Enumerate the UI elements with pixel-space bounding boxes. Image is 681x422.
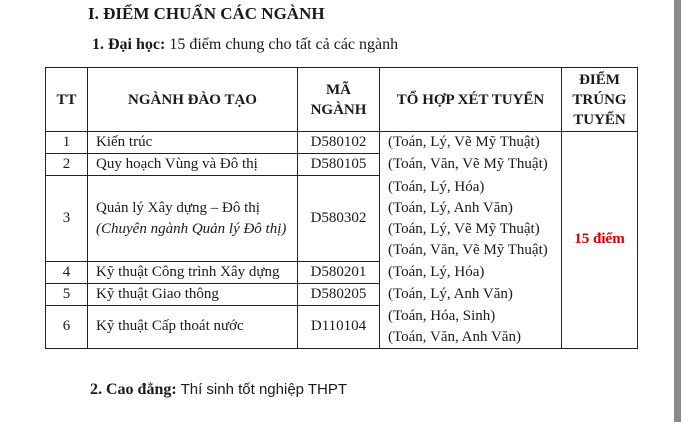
row-code: D580302 xyxy=(298,176,380,262)
row-code: D580102 xyxy=(298,132,380,154)
row-tt: 2 xyxy=(46,154,88,176)
row-name: Kỹ thuật Công trình Xây dựng xyxy=(88,262,298,284)
row-name: Kỹ thuật Giao thông xyxy=(88,284,298,306)
row-combo xyxy=(380,176,562,262)
section-2-heading xyxy=(90,381,347,399)
row-tt: 5 xyxy=(46,284,88,306)
row-tt: 4 xyxy=(46,262,88,284)
combo-line: (Toán, Lý, Hóa) xyxy=(388,264,485,280)
page-title: I. ĐIỂM CHUẨN CÁC NGÀNH xyxy=(88,4,325,23)
table-row xyxy=(46,284,638,306)
section-1-label: 1. Đại học: xyxy=(92,36,166,53)
row-tt: 1 xyxy=(46,132,88,154)
combo-line: (Toán, Văn, Anh Văn) xyxy=(388,328,521,345)
row-tt: 3 xyxy=(46,176,88,262)
row-name: Kỹ thuật Cấp thoát nước xyxy=(88,306,298,349)
row-code: D580205 xyxy=(298,284,380,306)
combo-line: (Toán, Lý, Anh Văn) xyxy=(388,199,513,216)
row-tt: 6 xyxy=(46,306,88,349)
row-code: D110104 xyxy=(298,306,380,349)
combo-line: (Toán, Hóa, Sinh) xyxy=(388,307,496,324)
row-name: Quản lý Xây dựng – Đô thị xyxy=(96,199,260,216)
table-row xyxy=(46,176,638,262)
table-row xyxy=(46,306,638,349)
section-2-label: 2. Cao đẳng: xyxy=(90,381,177,398)
combo-line: (Toán, Văn, Vẽ Mỹ Thuật) xyxy=(388,241,548,258)
section-1-text: 15 điểm chung cho tất cả các ngành xyxy=(165,36,399,53)
header-diem xyxy=(562,68,638,132)
row-combo xyxy=(380,262,562,284)
table-row xyxy=(46,132,638,154)
combo-line: (Toán, Lý, Anh Văn) xyxy=(388,286,513,302)
admission-table xyxy=(45,67,638,349)
header-tt: TT xyxy=(46,68,88,132)
score-cell: 15 điểm xyxy=(562,132,638,349)
row-name: Quy hoạch Vùng và Đô thị xyxy=(88,154,298,176)
table-row xyxy=(46,154,638,176)
table-row xyxy=(46,262,638,284)
table-header-row xyxy=(46,68,638,132)
combo-line: (Toán, Lý, Hóa) xyxy=(388,178,485,195)
header-to-hop: TỔ HỢP XÉT TUYỂN xyxy=(380,68,562,132)
row-combo xyxy=(380,132,562,154)
section-2-text: Thí sinh tốt nghiệp THPT xyxy=(176,381,348,398)
row-name-sub: (Chuyên ngành Quản lý Đô thị) xyxy=(96,220,287,237)
header-diem-line3: TUYỂN xyxy=(573,111,626,128)
row-name: Kiến trúc xyxy=(88,132,298,154)
header-ma-line1: MÃ xyxy=(326,81,351,98)
row-code: D580105 xyxy=(298,154,380,176)
row-combo xyxy=(380,306,562,349)
header-diem-line1: ĐIỂM xyxy=(579,71,620,88)
header-diem-line2: TRÚNG xyxy=(572,91,627,108)
row-combo xyxy=(380,154,562,176)
header-ma-line2: NGÀNH xyxy=(310,101,367,118)
header-nganh: NGÀNH ĐÀO TẠO xyxy=(88,68,298,132)
row-name-cell xyxy=(88,176,298,262)
combo-line: (Toán, Văn, Vẽ Mỹ Thuật) xyxy=(388,156,548,172)
row-code: D580201 xyxy=(298,262,380,284)
combo-line: (Toán, Lý, Vẽ Mỹ Thuật) xyxy=(388,220,540,237)
page-edge xyxy=(674,0,681,422)
combo-line: (Toán, Lý, Vẽ Mỹ Thuật) xyxy=(388,134,540,151)
row-combo xyxy=(380,284,562,306)
header-ma-nganh xyxy=(298,68,380,132)
section-1-heading xyxy=(92,36,398,54)
